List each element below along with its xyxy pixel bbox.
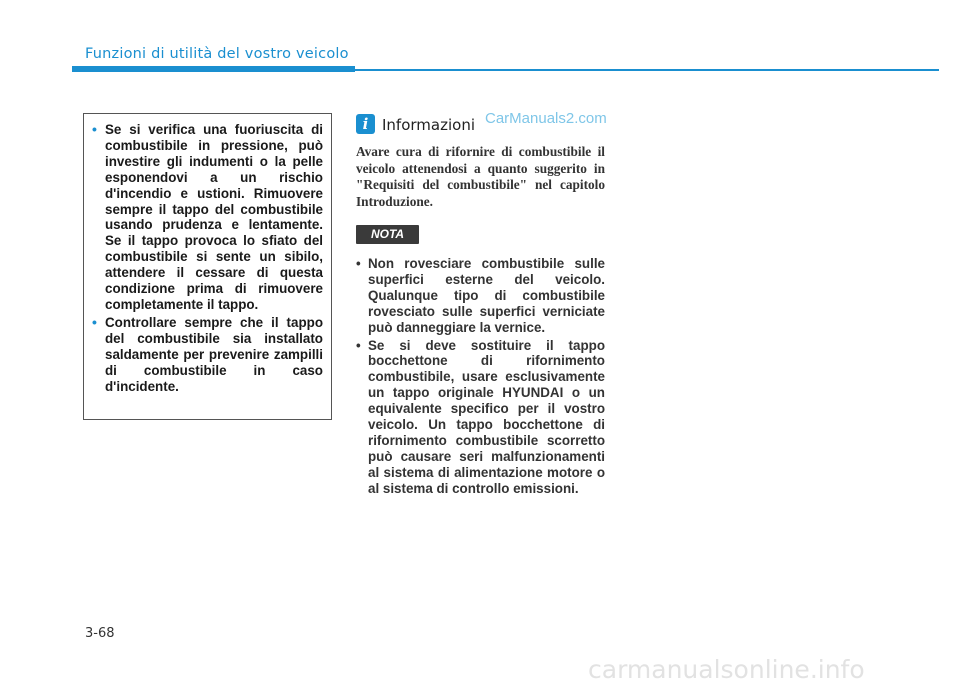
nota-item: [356, 256, 605, 336]
watermark-top: CarManuals2.com: [485, 110, 607, 127]
warning-list: [92, 122, 323, 394]
nota-badge: NOTA: [356, 225, 419, 244]
warning-item: [92, 315, 323, 395]
watermark-bottom: carmanualsonline.info: [588, 655, 865, 684]
section-title: Funzioni di utilità del vostro veicolo: [85, 46, 349, 62]
warning-item: [92, 122, 323, 313]
info-title: Informazioni: [382, 116, 475, 134]
nota-item: [356, 338, 605, 497]
header-rule: [355, 69, 939, 71]
bullet-icon: •: [356, 337, 361, 353]
header-accent-bar: [72, 66, 355, 72]
warning-text: Se si verifica una fuoriuscita di combustibile in pressione, può investire gli indumenti o la pelle esponendovi a un rischio d'incendio e ustioni. Rimuovere sempre il tappo del combustibile usando prudenza e lentamente. Se il tappo provoca lo sfiato del combustibile si sente un sibilo, attendere il cessare di questa condizione prima di rimuovere completamente il tappo.: [105, 122, 323, 312]
nota-list: [356, 256, 605, 499]
nota-text: Non rovesciare combustibile sulle superfici esterne del veicolo. Qualunque tipo di combustibile rovesciato sulle superfici verniciate può danneggiare la vernice.: [368, 256, 605, 335]
info-body: Avare cura di rifornire di combustibile il veicolo attenendosi a quanto suggerito in "Requisiti del combustibile" nel capitolo Introduzione.: [356, 144, 605, 209]
page-number: 3-68: [85, 626, 115, 641]
warning-text: Controllare sempre che il tappo del combustibile sia installato saldamente per prevenire zampilli di combustibile in caso d'incidente.: [105, 314, 323, 394]
bullet-icon: •: [356, 256, 361, 271]
bullet-icon: •: [92, 121, 97, 137]
info-icon: i: [356, 114, 375, 134]
nota-text: Se si deve sostituire il tappo bocchettone di rifornimento combustibile, usare esclusivamente un tappo originale HYUNDAI o un equivalente specifico per il vostro veicolo. Un tappo bocchettone di rifornimento combustibile scorretto può causare seri malfunzionamenti al sistema di alimentazione motore o al sistema di controllo emissioni.: [368, 337, 605, 496]
bullet-icon: •: [92, 313, 97, 330]
warning-box: [83, 113, 332, 420]
